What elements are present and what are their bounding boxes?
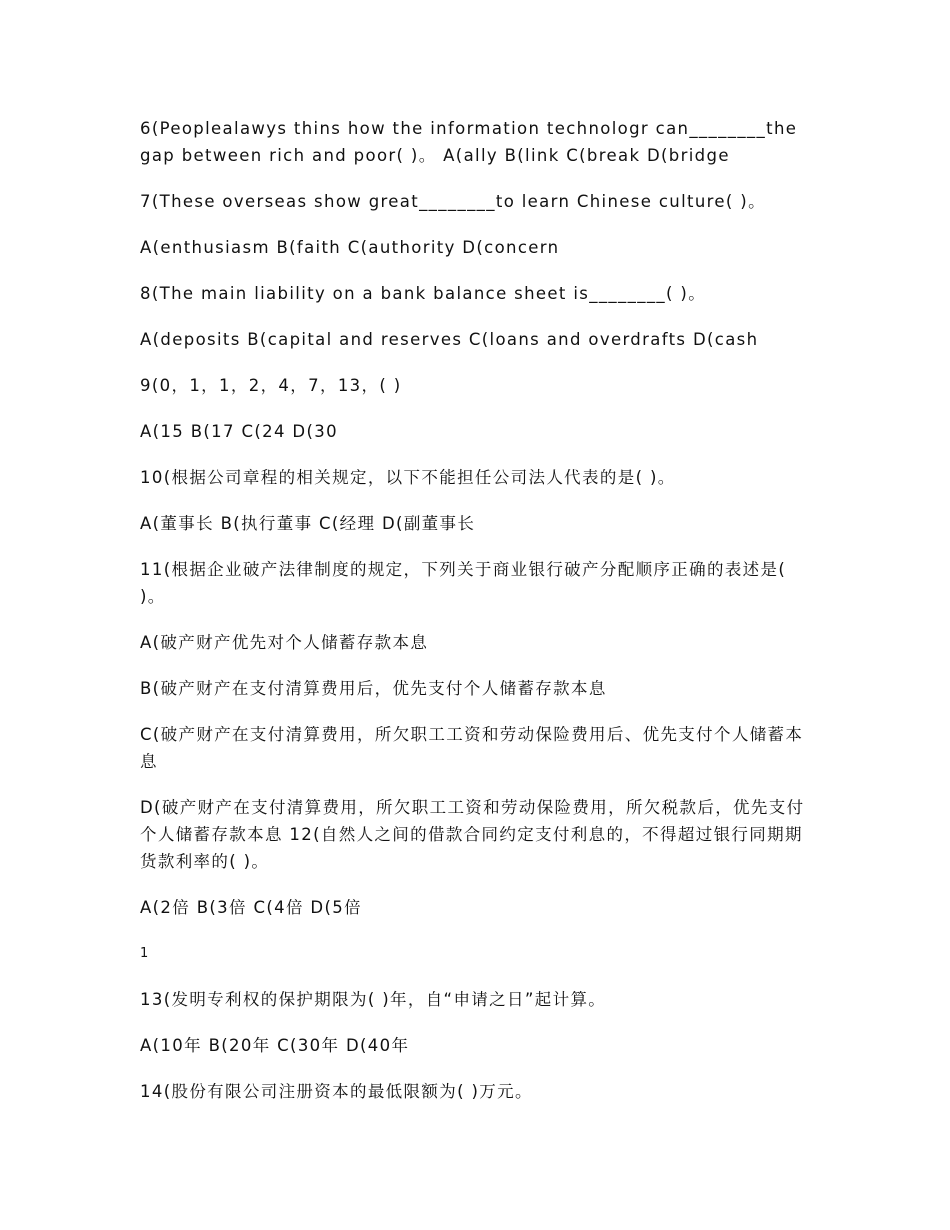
question-6: 6(Peoplealawys thins how the information technologr can________the gap between rich and poor( )。 A(ally B(link C(break D(bridge xyxy=(140,119,798,165)
question-8-options: A(deposits B(capital and reserves C(loans and overdrafts D(cash xyxy=(140,330,759,349)
question-11-option-b: B(破产财产在支付清算费用后，优先支付个人储蓄存款本息 xyxy=(140,679,607,698)
question-13: 13(发明专利权的保护期限为( )年，自“申请之日”起计算。 xyxy=(140,990,607,1009)
question-9-options: A(15 B(17 C(24 D(30 xyxy=(140,422,338,441)
question-12-options: A(2倍 B(3倍 C(4倍 D(5倍 xyxy=(140,898,362,917)
document-body xyxy=(140,115,810,1124)
question-11-option-c: C(破产财产在支付清算费用，所欠职工工资和劳动保险费用后、优先支付个人储蓄本息 xyxy=(140,725,804,771)
question-11: 11(根据企业破产法律制度的规定，下列关于商业银行破产分配顺序正确的表述是( )。 xyxy=(140,560,787,606)
question-7-options: A(enthusiasm B(faith C(authority D(concern xyxy=(140,238,560,257)
question-10-options: A(董事长 B(执行董事 C(经理 D(副董事长 xyxy=(140,514,476,533)
question-11-option-d-and-question-12: D(破产财产在支付清算费用，所欠职工工资和劳动保险费用，所欠税款后，优先支付个人储蓄存款本息 12(自然人之间的借款合同约定支付利息的，不得超过银行同期期货款利率的( )。 xyxy=(140,798,805,871)
question-10: 10(根据公司章程的相关规定，以下不能担任公司法人代表的是( )。 xyxy=(140,468,676,487)
question-11-option-a: A(破产财产优先对个人储蓄存款本息 xyxy=(140,633,429,652)
page-number: 1 xyxy=(140,946,150,961)
question-7: 7(These overseas show great________to learn Chinese culture( )。 xyxy=(140,192,766,211)
question-9: 9(0，1，1，2，4，7，13，( ) xyxy=(140,376,402,395)
question-8: 8(The main liability on a bank balance sheet is________( )。 xyxy=(140,284,707,303)
question-14: 14(股份有限公司注册资本的最低限额为( )万元。 xyxy=(140,1082,533,1101)
question-13-options: A(10年 B(20年 C(30年 D(40年 xyxy=(140,1036,410,1055)
